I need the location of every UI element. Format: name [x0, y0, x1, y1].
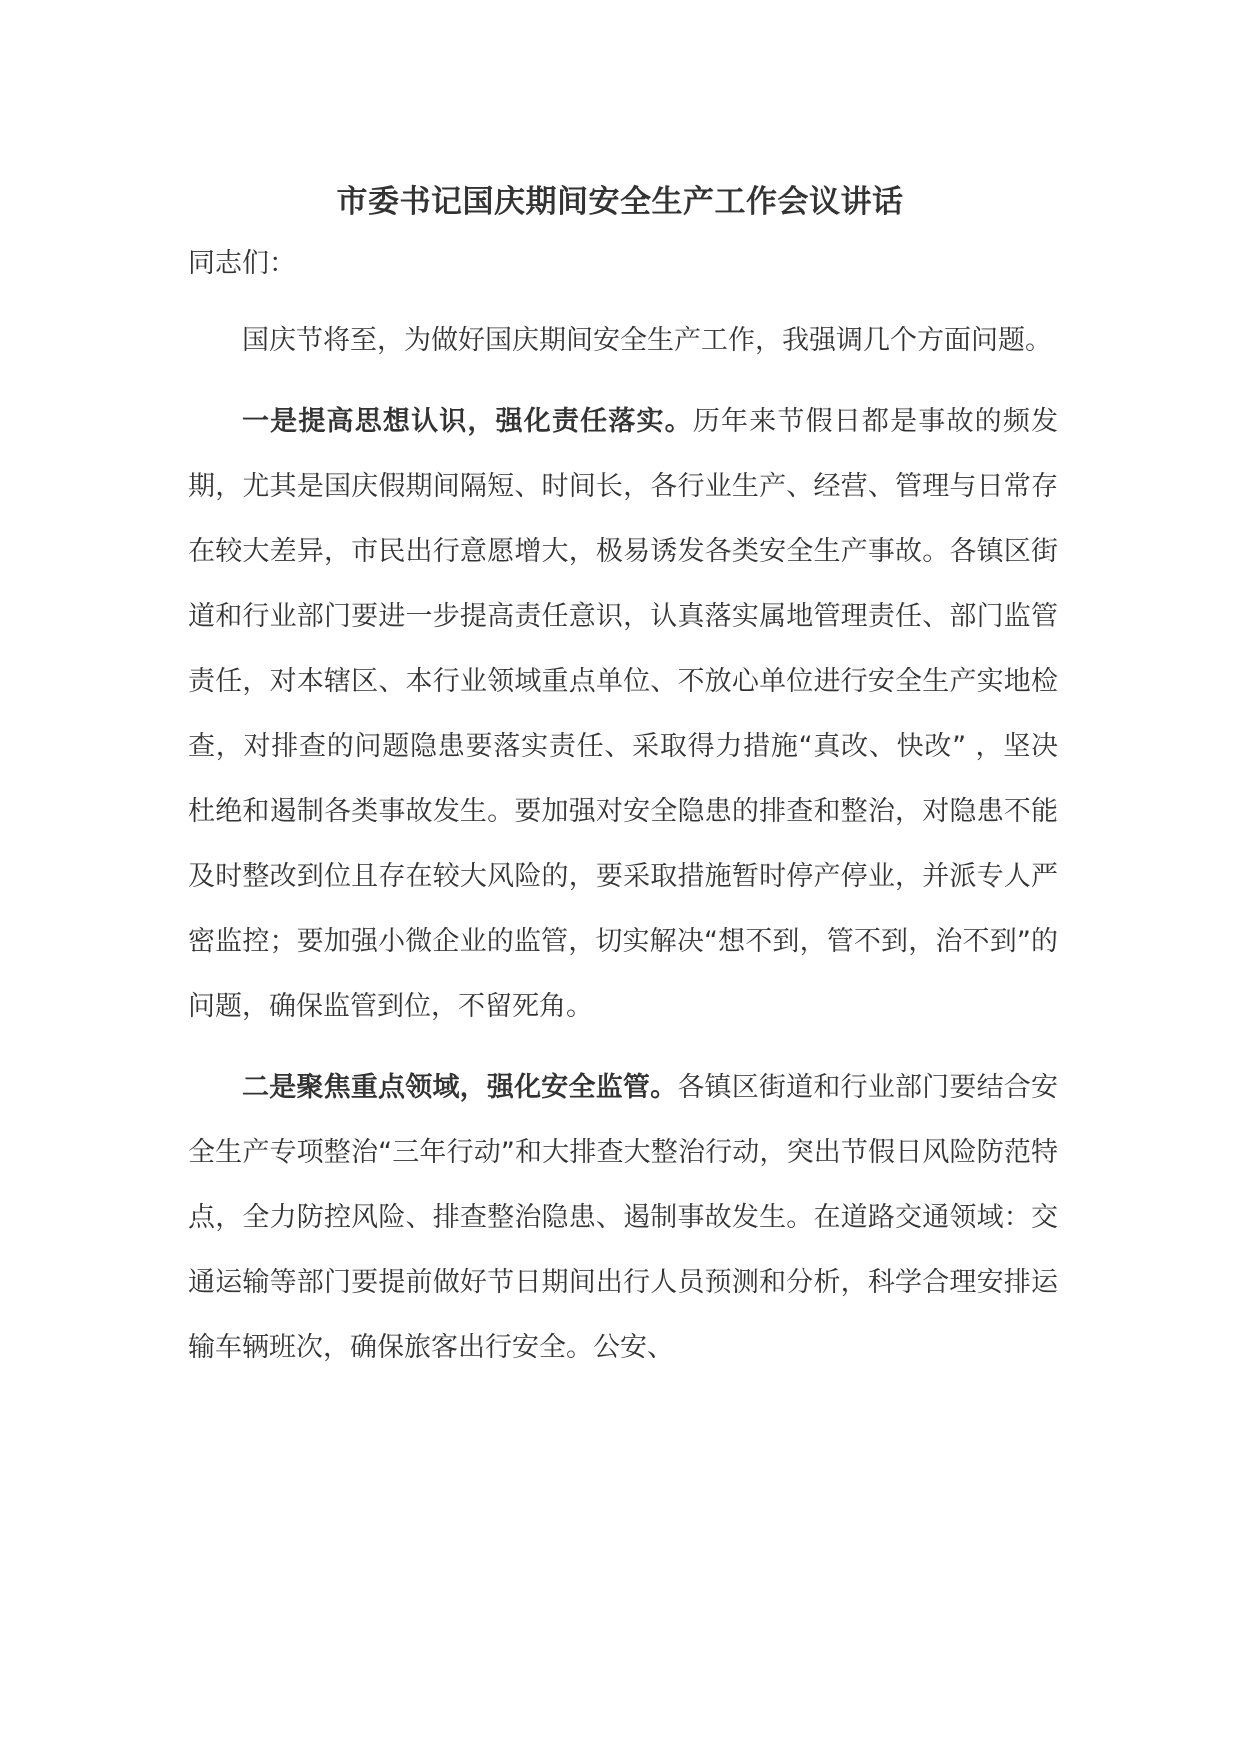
paragraph-text: 历年来节假日都是事故的频发期，尤其是国庆假期间隔短、时间长，各行业生产、经营、管理与日常存在较大差异，市民出行意愿增大，极易诱发各类安全生产事故。各镇区街道和行业部门要进一步提高责任意识，认真落实属地管理责任、部门监管责任，对本辖区、本行业领域重点单位、不放心单位进行安全生产实地检查，对排查的问题隐患要落实责任、采取得力措施“真改、快改” ，坚决杜绝和遏制各类事故发生。要加强对安全隐患的排查和整治，对隐患不能及时整改到位且存在较大风险的，要采取措施暂时停产停业，并派专人严密监控；要加强小微企业的监管，切实解决“想不到，管不到，治不到”的问题，确保监管到位，不留死角。	[188, 406, 1059, 1022]
paragraph-lead: 二是聚焦重点领域，强化安全监管。	[242, 1072, 678, 1103]
document-title: 市委书记国庆期间安全生产工作会议讲话	[336, 184, 904, 220]
paragraph-lead: 一是提高思想认识，强化责任落实。	[242, 406, 693, 437]
paragraph-text: 国庆节将至，为做好国庆期间安全生产工作，我强调几个方面问题。	[242, 325, 1052, 356]
paragraph-intro	[188, 308, 1058, 373]
paragraph-text: 各镇区街道和行业部门要结合安全生产专项整治“三年行动”和大排查大整治行动，突出节假日风险防范特点，全力防控风险、排查整治隐患、遏制事故发生。在道路交通领域：交通运输等部门要提前做好节日期间出行人员预测和分析，科学合理安排运输车辆班次，确保旅客出行安全。公安、	[188, 1072, 1059, 1363]
paragraph-point-1	[188, 389, 1058, 1039]
paragraph-point-2	[188, 1055, 1058, 1380]
salutation: 同志们：	[188, 248, 296, 279]
document-body	[188, 232, 1058, 1396]
